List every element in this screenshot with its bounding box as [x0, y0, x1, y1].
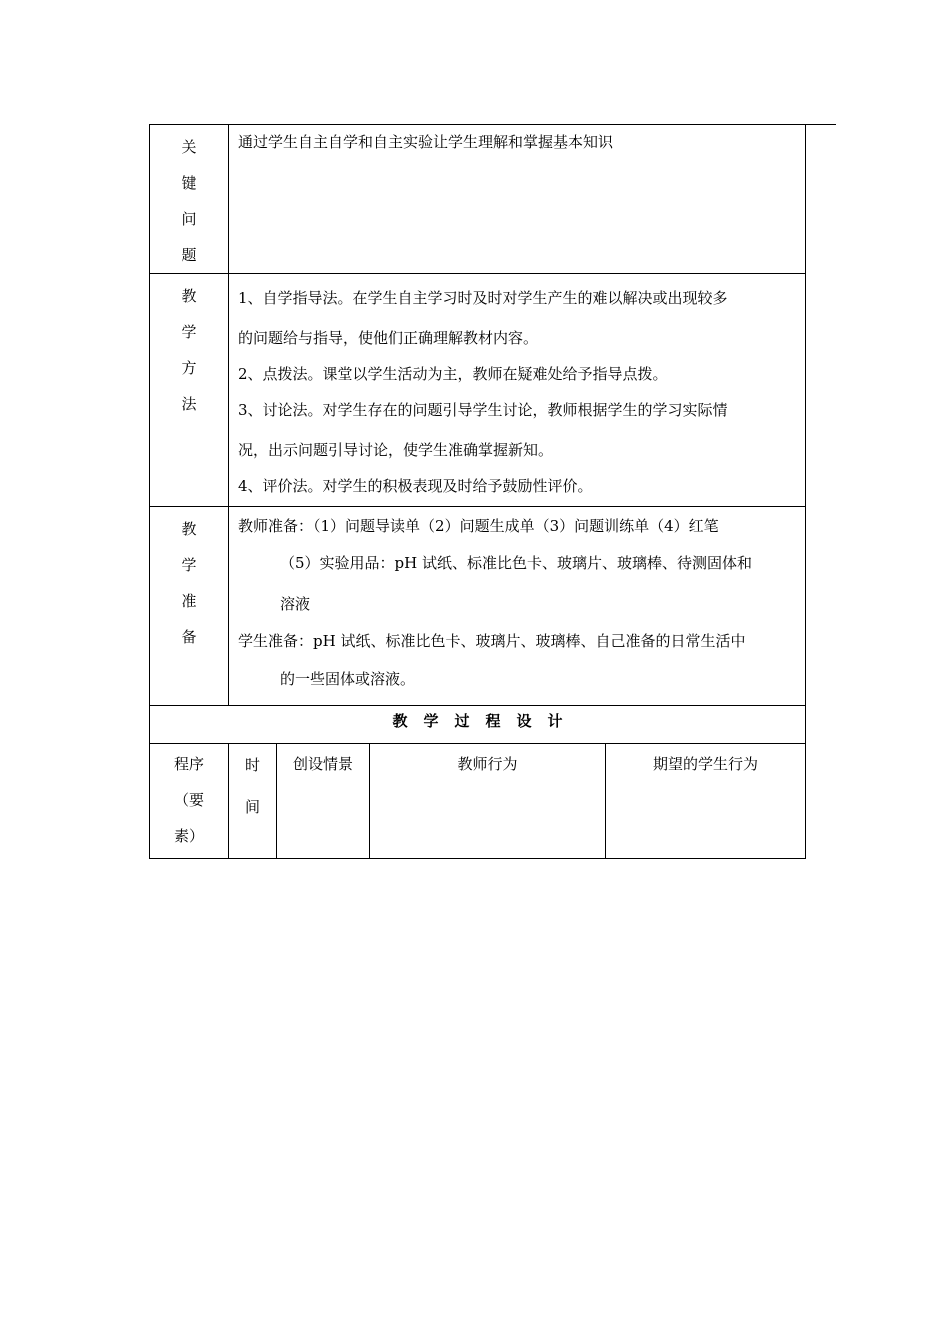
header-teacher-cell — [370, 744, 606, 859]
preparation-line: 溶液 — [280, 595, 311, 613]
methods-line: 4、评价法。对学生的积极表现及时给予鼓励性评价。 — [238, 477, 593, 495]
preparation-content-cell — [229, 507, 806, 706]
header-time-cell — [229, 744, 277, 859]
preparation-label: 教 学 准 备 — [181, 520, 197, 646]
key-issue-row — [150, 125, 806, 274]
header-scenario-cell — [277, 744, 370, 859]
header-procedure: 程序 （要 素） — [173, 755, 204, 845]
process-title-row — [150, 706, 806, 744]
methods-line: 3、讨论法。对学生存在的问题引导学生讨论，教师根据学生的学习实际情 — [238, 401, 728, 419]
lesson-plan-table — [149, 124, 806, 859]
header-scenario: 创设情景 — [292, 755, 353, 773]
key-issue-text: 通过学生自主自学和自主实验让学生理解和掌握基本知识 — [238, 133, 614, 151]
preparation-text — [229, 507, 805, 703]
preparation-line: （5）实验用品：pH 试纸、标准比色卡、玻璃片、玻璃棒、待测固体和 — [280, 554, 752, 572]
methods-content-cell — [229, 274, 806, 507]
process-title: 教学过程设计 — [392, 712, 579, 730]
header-teacher: 教师行为 — [457, 755, 518, 773]
key-issue-label: 关 键 问 题 — [181, 138, 197, 264]
process-title-cell — [150, 706, 806, 744]
methods-label-cell — [150, 274, 229, 507]
methods-label: 教 学 方 法 — [181, 287, 197, 413]
key-issue-label-cell — [150, 125, 229, 274]
preparation-line: 的一些固体或溶液。 — [280, 670, 416, 688]
header-student: 期望的学生行为 — [653, 755, 759, 773]
methods-line: 的问题给与指导，使他们正确理解教材内容。 — [238, 329, 539, 347]
preparation-line: 教师准备：（1）问题导读单（2）问题生成单（3）问题训练单（4）红笔 — [238, 517, 719, 535]
preparation-label-cell — [150, 507, 229, 706]
header-student-cell — [606, 744, 806, 859]
preparation-row — [150, 507, 806, 706]
methods-row — [150, 274, 806, 507]
methods-line: 况，出示问题引导讨论，使学生准确掌握新知。 — [238, 441, 554, 459]
header-time: 时 间 — [244, 756, 260, 816]
key-issue-content-cell — [229, 125, 806, 274]
header-procedure-cell — [150, 744, 229, 859]
methods-text — [229, 274, 805, 506]
methods-line: 1、自学指导法。在学生自主学习时及时对学生产生的难以解决或出现较多 — [238, 289, 728, 307]
preparation-line: 学生准备：pH 试纸、标准比色卡、玻璃片、玻璃棒、自己准备的日常生活中 — [238, 632, 746, 650]
methods-line: 2、点拨法。课堂以学生活动为主，教师在疑难处给予指导点拨。 — [238, 365, 668, 383]
table-edge-stub — [805, 124, 836, 125]
process-header-row — [150, 744, 806, 859]
